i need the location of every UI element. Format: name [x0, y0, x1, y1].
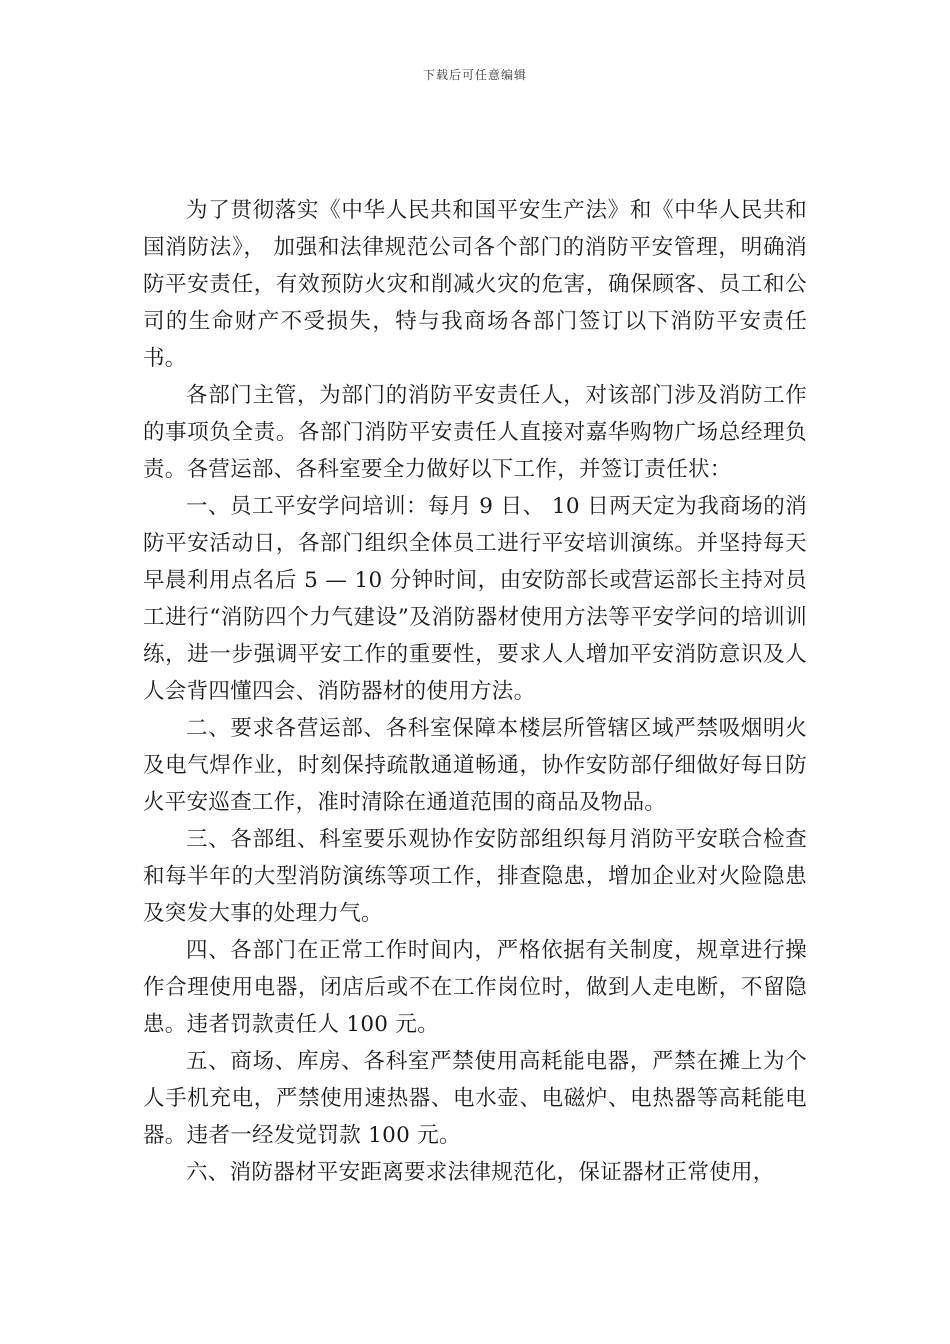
paragraph-item-6: 六、消防器材平安距离要求法律规范化，保证器材正常使用， — [186, 1160, 775, 1185]
paragraph-item-3: 三、各部组、科室要乐观协作安防部组织每月消防平安联合检查和每半年的大型消防演练等项工作，排查隐患，增加企业对火险隐患及突发大事的处理力气。 — [143, 827, 807, 926]
paragraph-intro: 为了贯彻落实《中华人民共和国平安生产法》和《中华人民共和国消防法》， 加强和法律规范公司各个部门的消防平安管理，明确消防平安责任，有效预防火灾和削减火灾的危害，确保顾客、员工和公司的生命财产不受损失，特与我商场各部门签订以下消防平安责任书。 — [143, 198, 807, 371]
paragraph-item-5: 五、商场、库房、各科室严禁使用高耗能电器，严禁在摊上为个人手机充电，严禁使用速热器、电水壶、电磁炉、电热器等高耗能电器。违者一经发觉罚款 100 元。 — [143, 1049, 807, 1148]
paragraph-item-4: 四、各部门在正常工作时间内，严格依据有关制度，规章进行操作合理使用电器，闭店后或不在工作岗位时，做到人走电断，不留隐患。违者罚款责任人 100 元。 — [143, 938, 807, 1037]
page-header: 下载后可任意编辑 — [422, 68, 527, 82]
paragraph-item-2: 二、要求各营运部、各科室保障本楼层所管辖区域严禁吸烟明火及电气焊作业，时刻保持疏散通道畅通，协作安防部仔细做好每日防火平安巡查工作，准时清除在通道范围的商品及物品。 — [143, 716, 807, 815]
paragraph-responsibility: 各部门主管，为部门的消防平安责任人，对该部门涉及消防工作的事项负全责。各部门消防平安责任人直接对嘉华购物广场总经理负责。各营运部、各科室要全力做好以下工作，并签订责任状： — [143, 383, 807, 482]
paragraph-item-1: 一、员工平安学问培训：每月 9 日、 10 日两天定为我商场的消防平安活动日，各部门组织全体员工进行平安培训演练。并坚持每天早晨利用点名后 5 — 10 分钟时间，由安防部长或营运部长主持对员工进行“消防四个力气建设”及消防器材使用方法等平安学问的培训训练，进一步强调平安工作的重要性，要求人人增加平安消防意识及人人会背四懂四会、消防器材的使用方法。 — [143, 494, 807, 704]
document-body — [143, 192, 807, 1191]
